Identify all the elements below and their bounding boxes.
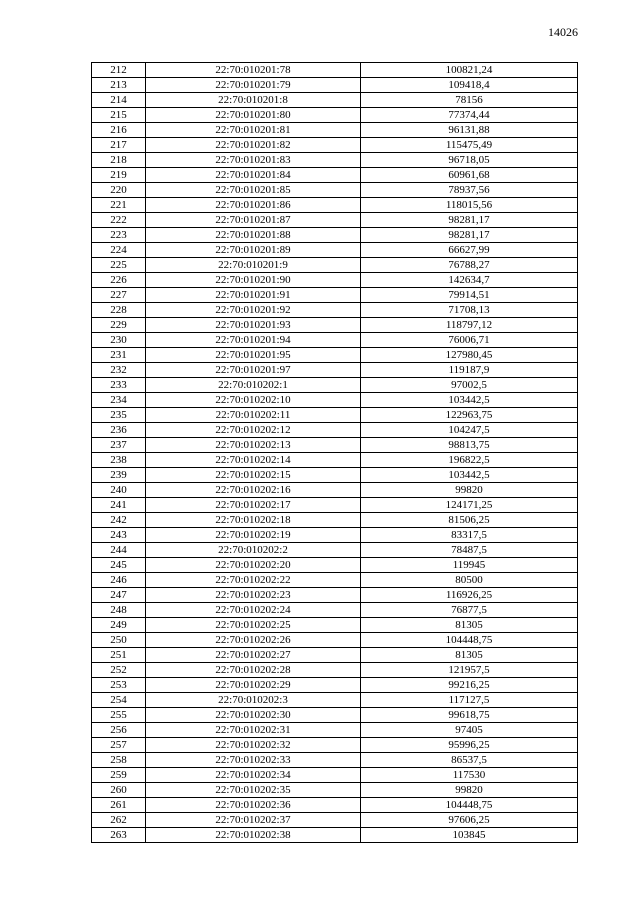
row-number-cell: 253 — [92, 678, 146, 693]
row-number-cell: 222 — [92, 213, 146, 228]
value-cell: 124171,25 — [361, 498, 578, 513]
cadastral-number-cell: 22:70:010202:3 — [146, 693, 361, 708]
cadastral-number-cell: 22:70:010202:33 — [146, 753, 361, 768]
value-cell: 122963,75 — [361, 408, 578, 423]
table-row — [92, 288, 578, 303]
cadastral-number-cell: 22:70:010202:38 — [146, 828, 361, 843]
cadastral-number-cell: 22:70:010202:27 — [146, 648, 361, 663]
value-cell: 97002,5 — [361, 378, 578, 393]
value-cell: 97405 — [361, 723, 578, 738]
cadastral-number-cell: 22:70:010201:87 — [146, 213, 361, 228]
table-row — [92, 228, 578, 243]
cadastral-number-cell: 22:70:010202:24 — [146, 603, 361, 618]
row-number-cell: 259 — [92, 768, 146, 783]
cadastral-number-cell: 22:70:010202:1 — [146, 378, 361, 393]
row-number-cell: 225 — [92, 258, 146, 273]
row-number-cell: 262 — [92, 813, 146, 828]
value-cell: 99820 — [361, 483, 578, 498]
table-row — [92, 303, 578, 318]
value-cell: 80500 — [361, 573, 578, 588]
cadastral-number-cell: 22:70:010201:9 — [146, 258, 361, 273]
row-number-cell: 231 — [92, 348, 146, 363]
table-row — [92, 663, 578, 678]
table-row — [92, 393, 578, 408]
value-cell: 103442,5 — [361, 393, 578, 408]
row-number-cell: 261 — [92, 798, 146, 813]
value-cell: 99618,75 — [361, 708, 578, 723]
row-number-cell: 228 — [92, 303, 146, 318]
cadastral-number-cell: 22:70:010202:36 — [146, 798, 361, 813]
row-number-cell: 251 — [92, 648, 146, 663]
table-row — [92, 618, 578, 633]
cadastral-number-cell: 22:70:010201:85 — [146, 183, 361, 198]
row-number-cell: 246 — [92, 573, 146, 588]
cadastral-number-cell: 22:70:010202:18 — [146, 513, 361, 528]
cadastral-number-cell: 22:70:010202:10 — [146, 393, 361, 408]
row-number-cell: 232 — [92, 363, 146, 378]
table-row — [92, 558, 578, 573]
row-number-cell: 224 — [92, 243, 146, 258]
value-cell: 103845 — [361, 828, 578, 843]
table-row — [92, 333, 578, 348]
table-row — [92, 798, 578, 813]
value-cell: 103442,5 — [361, 468, 578, 483]
cadastral-number-cell: 22:70:010202:13 — [146, 438, 361, 453]
row-number-cell: 216 — [92, 123, 146, 138]
row-number-cell: 258 — [92, 753, 146, 768]
cadastral-number-cell: 22:70:010201:90 — [146, 273, 361, 288]
table-row — [92, 678, 578, 693]
row-number-cell: 221 — [92, 198, 146, 213]
value-cell: 78487,5 — [361, 543, 578, 558]
cadastral-number-cell: 22:70:010202:22 — [146, 573, 361, 588]
cadastral-number-cell: 22:70:010202:35 — [146, 783, 361, 798]
value-cell: 98813,75 — [361, 438, 578, 453]
table-row — [92, 378, 578, 393]
table-row — [92, 468, 578, 483]
value-cell: 116926,25 — [361, 588, 578, 603]
cadastral-number-cell: 22:70:010202:28 — [146, 663, 361, 678]
row-number-cell: 234 — [92, 393, 146, 408]
table-row — [92, 78, 578, 93]
row-number-cell: 230 — [92, 333, 146, 348]
value-cell: 142634,7 — [361, 273, 578, 288]
value-cell: 98281,17 — [361, 228, 578, 243]
table-row — [92, 828, 578, 843]
row-number-cell: 239 — [92, 468, 146, 483]
cadastral-number-cell: 22:70:010202:26 — [146, 633, 361, 648]
value-cell: 81506,25 — [361, 513, 578, 528]
table-row — [92, 63, 578, 78]
table-row — [92, 438, 578, 453]
row-number-cell: 256 — [92, 723, 146, 738]
table-row — [92, 213, 578, 228]
value-cell: 81305 — [361, 648, 578, 663]
row-number-cell: 220 — [92, 183, 146, 198]
cadastral-number-cell: 22:70:010201:92 — [146, 303, 361, 318]
value-cell: 78937,56 — [361, 183, 578, 198]
row-number-cell: 235 — [92, 408, 146, 423]
value-cell: 104448,75 — [361, 633, 578, 648]
cadastral-number-cell: 22:70:010202:17 — [146, 498, 361, 513]
cadastral-number-cell: 22:70:010201:80 — [146, 108, 361, 123]
table-row — [92, 723, 578, 738]
row-number-cell: 218 — [92, 153, 146, 168]
table-row — [92, 483, 578, 498]
value-cell: 76788,27 — [361, 258, 578, 273]
table-row — [92, 453, 578, 468]
table-row — [92, 408, 578, 423]
row-number-cell: 244 — [92, 543, 146, 558]
cadastral-number-cell: 22:70:010202:25 — [146, 618, 361, 633]
table-row — [92, 573, 578, 588]
table-row — [92, 423, 578, 438]
value-cell: 97606,25 — [361, 813, 578, 828]
value-cell: 77374,44 — [361, 108, 578, 123]
table-row — [92, 813, 578, 828]
row-number-cell: 229 — [92, 318, 146, 333]
table-row — [92, 168, 578, 183]
cadastral-number-cell: 22:70:010201:82 — [146, 138, 361, 153]
value-cell: 86537,5 — [361, 753, 578, 768]
cadastral-number-cell: 22:70:010201:95 — [146, 348, 361, 363]
value-cell: 83317,5 — [361, 528, 578, 543]
value-cell: 76877,5 — [361, 603, 578, 618]
page-number: 14026 — [548, 25, 578, 39]
value-cell: 119945 — [361, 558, 578, 573]
value-cell: 196822,5 — [361, 453, 578, 468]
row-number-cell: 242 — [92, 513, 146, 528]
cadastral-number-cell: 22:70:010202:29 — [146, 678, 361, 693]
row-number-cell: 257 — [92, 738, 146, 753]
row-number-cell: 236 — [92, 423, 146, 438]
cadastral-number-cell: 22:70:010201:88 — [146, 228, 361, 243]
table-row — [92, 198, 578, 213]
cadastral-number-cell: 22:70:010201:83 — [146, 153, 361, 168]
value-cell: 119187,9 — [361, 363, 578, 378]
value-cell: 99216,25 — [361, 678, 578, 693]
cadastral-number-cell: 22:70:010202:32 — [146, 738, 361, 753]
cadastral-number-cell: 22:70:010201:78 — [146, 63, 361, 78]
cadastral-number-cell: 22:70:010201:86 — [146, 198, 361, 213]
value-cell: 118015,56 — [361, 198, 578, 213]
row-number-cell: 243 — [92, 528, 146, 543]
value-cell: 71708,13 — [361, 303, 578, 318]
cadastral-number-cell: 22:70:010202:34 — [146, 768, 361, 783]
table-row — [92, 528, 578, 543]
cadastral-number-cell: 22:70:010202:2 — [146, 543, 361, 558]
table-row — [92, 363, 578, 378]
value-cell: 99820 — [361, 783, 578, 798]
table-row — [92, 93, 578, 108]
value-cell: 81305 — [361, 618, 578, 633]
row-number-cell: 249 — [92, 618, 146, 633]
cadastral-number-cell: 22:70:010202:31 — [146, 723, 361, 738]
table-row — [92, 603, 578, 618]
cadastral-number-cell: 22:70:010201:81 — [146, 123, 361, 138]
table-row — [92, 108, 578, 123]
cadastral-number-cell: 22:70:010201:79 — [146, 78, 361, 93]
value-cell: 100821,24 — [361, 63, 578, 78]
value-cell: 104448,75 — [361, 798, 578, 813]
cadastral-number-cell: 22:70:010202:37 — [146, 813, 361, 828]
cadastral-number-cell: 22:70:010201:97 — [146, 363, 361, 378]
table-row — [92, 543, 578, 558]
row-number-cell: 263 — [92, 828, 146, 843]
cadastral-number-cell: 22:70:010202:20 — [146, 558, 361, 573]
table-row — [92, 588, 578, 603]
table-row — [92, 123, 578, 138]
cadastral-number-cell: 22:70:010201:8 — [146, 93, 361, 108]
cadastral-number-cell: 22:70:010201:89 — [146, 243, 361, 258]
table-row — [92, 513, 578, 528]
row-number-cell: 237 — [92, 438, 146, 453]
row-number-cell: 217 — [92, 138, 146, 153]
row-number-cell: 213 — [92, 78, 146, 93]
row-number-cell: 227 — [92, 288, 146, 303]
value-cell: 78156 — [361, 93, 578, 108]
table-row — [92, 258, 578, 273]
table-row — [92, 708, 578, 723]
table-row — [92, 753, 578, 768]
cadastral-table — [91, 62, 578, 843]
row-number-cell: 255 — [92, 708, 146, 723]
value-cell: 117127,5 — [361, 693, 578, 708]
row-number-cell: 233 — [92, 378, 146, 393]
value-cell: 96718,05 — [361, 153, 578, 168]
value-cell: 95996,25 — [361, 738, 578, 753]
value-cell: 79914,51 — [361, 288, 578, 303]
cadastral-number-cell: 22:70:010201:84 — [146, 168, 361, 183]
row-number-cell: 241 — [92, 498, 146, 513]
cadastral-number-cell: 22:70:010202:19 — [146, 528, 361, 543]
value-cell: 121957,5 — [361, 663, 578, 678]
cadastral-number-cell: 22:70:010202:11 — [146, 408, 361, 423]
cadastral-number-cell: 22:70:010202:15 — [146, 468, 361, 483]
value-cell: 115475,49 — [361, 138, 578, 153]
table-row — [92, 183, 578, 198]
value-cell: 66627,99 — [361, 243, 578, 258]
row-number-cell: 223 — [92, 228, 146, 243]
table-row — [92, 693, 578, 708]
cadastral-number-cell: 22:70:010201:93 — [146, 318, 361, 333]
table-body — [92, 63, 578, 843]
cadastral-number-cell: 22:70:010202:23 — [146, 588, 361, 603]
cadastral-number-cell: 22:70:010202:16 — [146, 483, 361, 498]
table-row — [92, 273, 578, 288]
row-number-cell: 248 — [92, 603, 146, 618]
table-row — [92, 153, 578, 168]
table-row — [92, 633, 578, 648]
row-number-cell: 215 — [92, 108, 146, 123]
row-number-cell: 247 — [92, 588, 146, 603]
table-row — [92, 768, 578, 783]
value-cell: 104247,5 — [361, 423, 578, 438]
row-number-cell: 245 — [92, 558, 146, 573]
row-number-cell: 212 — [92, 63, 146, 78]
table-row — [92, 318, 578, 333]
table-row — [92, 243, 578, 258]
value-cell: 76006,71 — [361, 333, 578, 348]
row-number-cell: 214 — [92, 93, 146, 108]
row-number-cell: 250 — [92, 633, 146, 648]
cadastral-number-cell: 22:70:010202:30 — [146, 708, 361, 723]
table-row — [92, 348, 578, 363]
row-number-cell: 252 — [92, 663, 146, 678]
table-row — [92, 783, 578, 798]
table-row — [92, 738, 578, 753]
value-cell: 118797,12 — [361, 318, 578, 333]
value-cell: 98281,17 — [361, 213, 578, 228]
row-number-cell: 260 — [92, 783, 146, 798]
cadastral-number-cell: 22:70:010201:94 — [146, 333, 361, 348]
table-row — [92, 648, 578, 663]
cadastral-number-cell: 22:70:010201:91 — [146, 288, 361, 303]
value-cell: 60961,68 — [361, 168, 578, 183]
cadastral-number-cell: 22:70:010202:14 — [146, 453, 361, 468]
value-cell: 109418,4 — [361, 78, 578, 93]
row-number-cell: 219 — [92, 168, 146, 183]
value-cell: 96131,88 — [361, 123, 578, 138]
table-row — [92, 498, 578, 513]
cadastral-number-cell: 22:70:010202:12 — [146, 423, 361, 438]
row-number-cell: 238 — [92, 453, 146, 468]
row-number-cell: 240 — [92, 483, 146, 498]
value-cell: 117530 — [361, 768, 578, 783]
row-number-cell: 254 — [92, 693, 146, 708]
table-row — [92, 138, 578, 153]
row-number-cell: 226 — [92, 273, 146, 288]
value-cell: 127980,45 — [361, 348, 578, 363]
